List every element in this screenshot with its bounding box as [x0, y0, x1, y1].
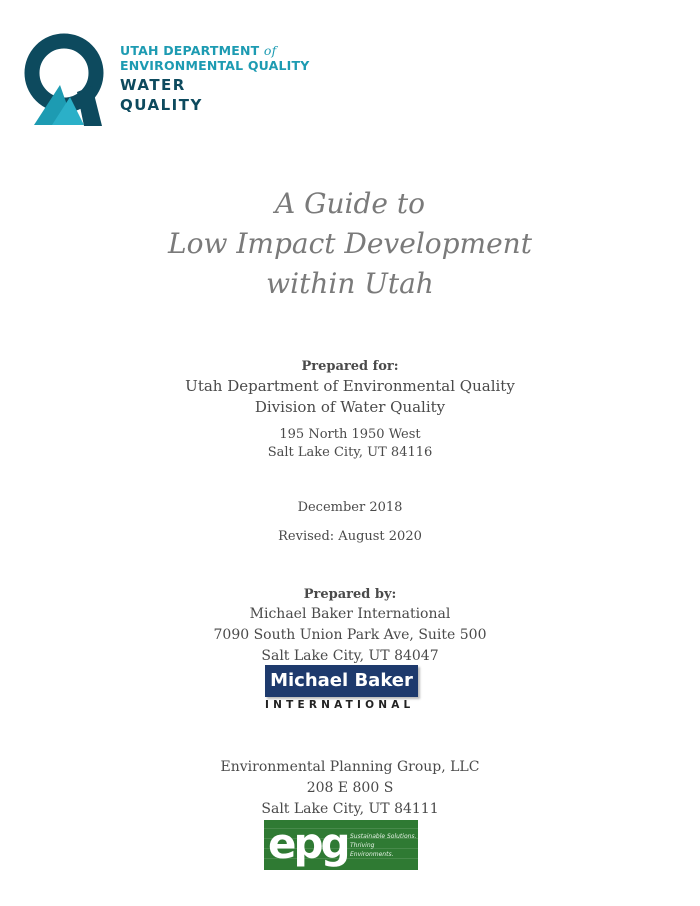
deq-line-quality: QUALITY [120, 96, 203, 114]
prepared-for-street: 195 North 1950 West [279, 427, 421, 442]
deq-line-department: UTAH DEPARTMENT [120, 43, 264, 58]
epg-org: Environmental Planning Group, LLC [220, 759, 480, 775]
title-line-1: A Guide to [275, 187, 425, 220]
epg-logo-word: epg [268, 820, 348, 868]
michael-baker-logo-name: Michael Baker [265, 665, 418, 697]
prepared-for-label: Prepared for: [301, 359, 399, 374]
prepared-for-org: Utah Department of Environmental Quality [185, 377, 515, 395]
prepared-by-section [0, 586, 700, 667]
prepared-for-address [0, 426, 700, 462]
prepared-for-division: Division of Water Quality [254, 398, 446, 416]
epg-city: Salt Lake City, UT 84111 [261, 801, 439, 817]
title-line-3: within Utah [266, 267, 434, 300]
epg-logo-tagline [350, 832, 418, 859]
michael-baker-logo [262, 665, 422, 717]
epg-logo [264, 820, 418, 870]
deq-emblem-icon [22, 30, 112, 130]
prepared-for-section [0, 358, 700, 418]
prepared-by-label: Prepared by: [303, 587, 397, 602]
revision-date: Revised: August 2020 [278, 529, 422, 544]
prepared-by-street: 7090 South Union Park Ave, Suite 500 [213, 627, 487, 643]
deq-line-water: WATER [120, 76, 186, 94]
deq-wordmark [120, 43, 309, 115]
document-title [0, 184, 700, 304]
prepared-by-org: Michael Baker International [249, 606, 451, 622]
prepared-by-city: Salt Lake City, UT 84047 [261, 648, 439, 664]
epg-section [0, 757, 700, 820]
deq-line-environmental-quality: ENVIRONMENTAL QUALITY [120, 58, 310, 73]
epg-tagline-1: Sustainable Solutions. [350, 833, 417, 840]
title-line-2: Low Impact Development [168, 227, 532, 260]
deq-line-of: of [263, 43, 277, 58]
deq-logo [22, 30, 312, 130]
michael-baker-logo-sub: INTERNATIONAL [265, 699, 415, 711]
prepared-for-city: Salt Lake City, UT 84116 [267, 445, 433, 460]
epg-tagline-2: Thriving Environments. [350, 842, 394, 858]
epg-street: 208 E 800 S [306, 780, 394, 796]
publication-date: December 2018 [297, 500, 403, 515]
